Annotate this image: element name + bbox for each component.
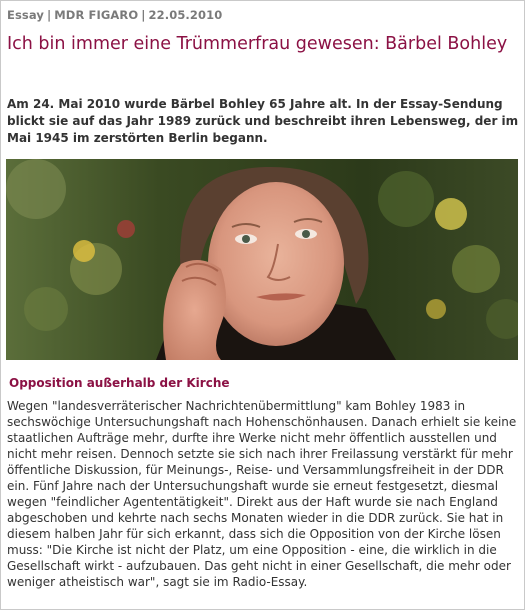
article-photo bbox=[6, 159, 518, 360]
meta-separator: | bbox=[141, 8, 146, 22]
article-headline: Ich bin immer eine Trümmerfrau gewesen: Bärbel Bohley bbox=[7, 34, 508, 54]
portrait-image bbox=[6, 159, 518, 360]
meta-date: 22.05.2010 bbox=[148, 8, 223, 22]
section-subheading: Opposition außerhalb der Kirche bbox=[9, 376, 230, 390]
article-lead: Am 24. Mai 2010 wurde Bärbel Bohley 65 Jahre alt. In der Essay-Sendung blickt sie auf das Jahr 1989 zurück und beschreibt ihren Lebensweg, der im Mai 1945 im zerstörten Berlin begann. bbox=[7, 97, 519, 145]
meta-separator: | bbox=[46, 8, 52, 22]
meta-source[interactable]: MDR FIGARO bbox=[54, 8, 139, 22]
article-body-text: Wegen "landesverräterischer Nachrichtenübermittlung" kam Bohley 1983 in sechswöchige Untersuchungshaft nach Hohenschönhausen. Danach erhielt sie keine staatlichen Aufträge mehr, durfte ihre Werke nicht mehr öffentlich ausstellen und nicht mehr reisen. Dennoch setzte sie sich nach ihrer Freilassung verstärkt für mehr öffentliche Diskussion, für Meinungs-, Reise- und Versammlungsfreiheit in der DDR ein. Fünf Jahre nach der Untersuchungshaft wurde sie erneut festgesetzt, diesmal wegen "feindlicher Agententätigkeit". Direkt aus der Haft wurde sie nach England abgeschoben und kehrte nach sechs Monaten wieder in die DDR zurück. Sie hat in diesem halben Jahr für sich erkannt, dass sich die Opposition von der Kirche lösen muss: "Die Kirche ist nicht der Platz, um eine Opposition - eine, die wirklich in die Gesellschaft wirkt - aufzubauen. Das geht nicht in einer Gesellschaft, die mehr oder weniger atheistisch war", sagt sie im Radio-Essay. bbox=[7, 399, 517, 589]
meta-category[interactable]: Essay bbox=[7, 8, 44, 22]
article-meta bbox=[7, 8, 222, 22]
